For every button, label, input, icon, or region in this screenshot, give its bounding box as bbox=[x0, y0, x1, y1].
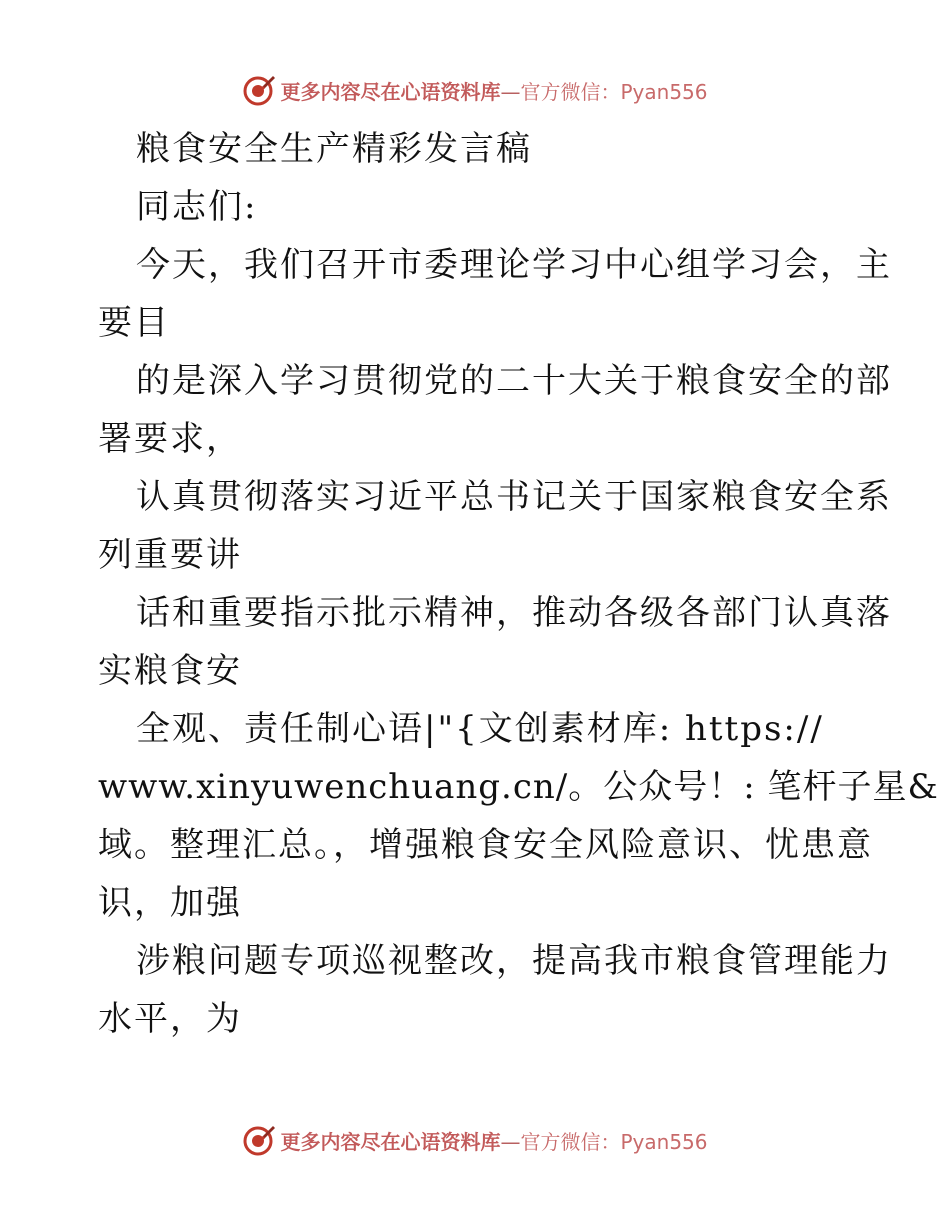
header-separator: — bbox=[500, 79, 521, 104]
header-brand: 更多内容尽在心语资料库 bbox=[280, 79, 501, 104]
paragraph-line: 列重要讲 bbox=[98, 535, 242, 575]
header-banner-text bbox=[280, 76, 707, 105]
footer-banner bbox=[0, 1118, 950, 1162]
paragraph-line: 涉粮问题专项巡视整改，提高我市粮食管理能力 bbox=[136, 941, 892, 981]
pen-logo-icon bbox=[242, 73, 276, 107]
document-body bbox=[98, 120, 939, 1048]
salutation: 同志们: bbox=[136, 187, 258, 227]
document-title: 粮食安全生产精彩发言稿 bbox=[136, 129, 532, 169]
footer-separator: — bbox=[500, 1129, 521, 1154]
paragraph-line: 今天，我们召开市委理论学习中心组学习会，主 bbox=[136, 245, 892, 285]
paragraph-line: 域。整理汇总。，增强粮食安全风险意识、忧患意 bbox=[98, 825, 873, 865]
paragraph-line: 识，加强 bbox=[98, 883, 242, 923]
paragraph-line: 实粮食安 bbox=[98, 651, 242, 691]
header-banner bbox=[0, 68, 950, 112]
paragraph-line: 全观、责任制心语|"{文创素材库: https:// bbox=[136, 709, 824, 749]
footer-banner-text bbox=[280, 1126, 707, 1155]
paragraph-line: 认真贯彻落实习近平总书记关于国家粮食安全系 bbox=[136, 477, 892, 517]
paragraph-line: 的是深入学习贯彻党的二十大关于粮食安全的部 bbox=[136, 361, 892, 401]
footer-brand: 更多内容尽在心语资料库 bbox=[280, 1129, 501, 1154]
pen-logo-icon bbox=[242, 1123, 276, 1157]
header-wechat-id: Pyan556 bbox=[620, 79, 708, 104]
header-wechat-label: 官方微信： bbox=[520, 79, 621, 104]
paragraph-line: 话和重要指示批示精神，推动各级各部门认真落 bbox=[136, 593, 892, 633]
paragraph-line: 水平，为 bbox=[98, 999, 242, 1039]
paragraph-line: 署要求， bbox=[98, 419, 242, 459]
footer-wechat-id: Pyan556 bbox=[620, 1129, 708, 1154]
paragraph-line-url: www.xinyuwenchuang.cn/。公众号！: 笔杆子星& bbox=[98, 767, 939, 807]
paragraph-line: 要目 bbox=[98, 303, 170, 343]
footer-wechat-label: 官方微信： bbox=[520, 1129, 621, 1154]
